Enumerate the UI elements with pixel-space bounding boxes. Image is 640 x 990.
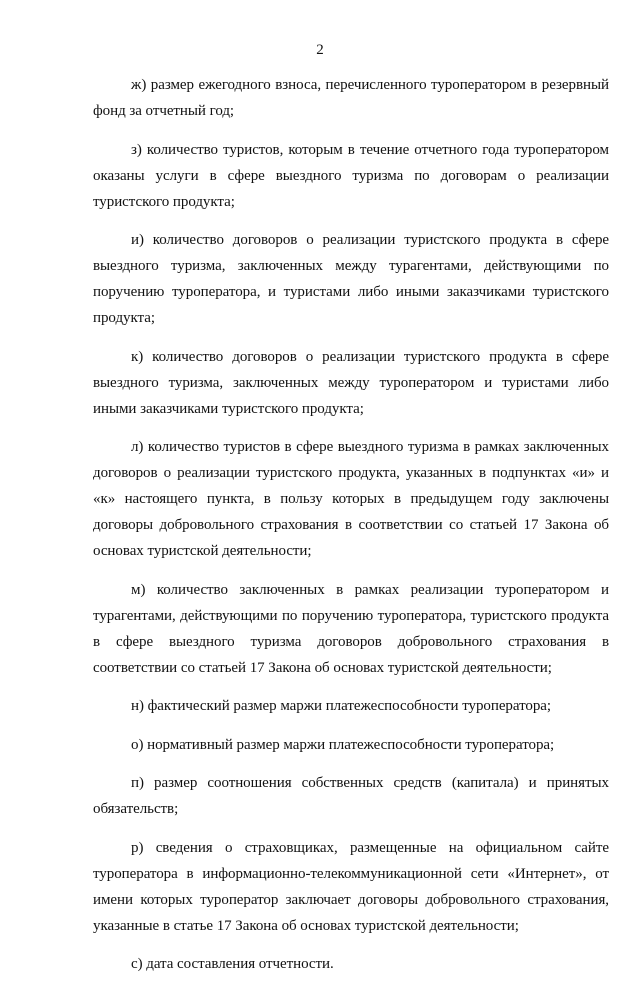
paragraph-i: и) количество договоров о реализации туристского продукта в сфере выездного туризма, заключенных между турагентами, действующими по поручению туроператора, и туристами либо иными заказчиками туристского продукта;	[93, 232, 609, 326]
paragraph-n: н) фактический размер маржи платежеспособности туроператора;	[131, 698, 552, 714]
document-body	[93, 72, 609, 990]
paragraph-o: о) нормативный размер маржи платежеспособности туроператора;	[131, 736, 555, 753]
paragraph-m: м) количество заключенных в рамках реализации туроператором и турагентами, действующими по поручению туроператора, туристского продукта в сфере выездного туризма договоров добровольного страхования в соответствии со статьей 17 Закона об основах туристской деятельности;	[93, 581, 609, 676]
paragraph-k: к) количество договоров о реализации туристского продукта в сфере выездного туризма, заключенных между туроператором и туристами либо иными заказчиками туристского продукта;	[93, 348, 609, 417]
paragraph-z: з) количество туристов, которым в течение отчетного года туроператором оказаны услуги в сфере выездного туризма по договорам о реализации туристского продукта;	[93, 141, 609, 210]
page-number: 2	[316, 42, 324, 58]
paragraph-zh: ж) размер ежегодного взноса, перечисленного туроператором в резервный фонд за отчетный год;	[93, 77, 609, 119]
paragraph-s: с) дата составления отчетности.	[131, 956, 334, 972]
paragraph-p: п) размер соотношения собственных средств (капитала) и принятых обязательств;	[93, 775, 609, 817]
paragraph-l: л) количество туристов в сфере выездного туризма в рамках заключенных договоров о реализации туристского продукта, указанных в подпунктах «и» и «к» настоящего пункта, в пользу которых в предыдущем году заключены договоры добровольного страхования в соответствии со статьей 17 Закона об основах туристской деятельности;	[93, 439, 609, 559]
paragraph-r: р) сведения о страховщиках, размещенные на официальном сайте туроператора в информационно-телекоммуникационной сети «Интернет», от имени которых туроператор заключает договоры добровольного страхования, указанные в статье 17 Закона об основах туристской деятельности;	[93, 839, 609, 934]
